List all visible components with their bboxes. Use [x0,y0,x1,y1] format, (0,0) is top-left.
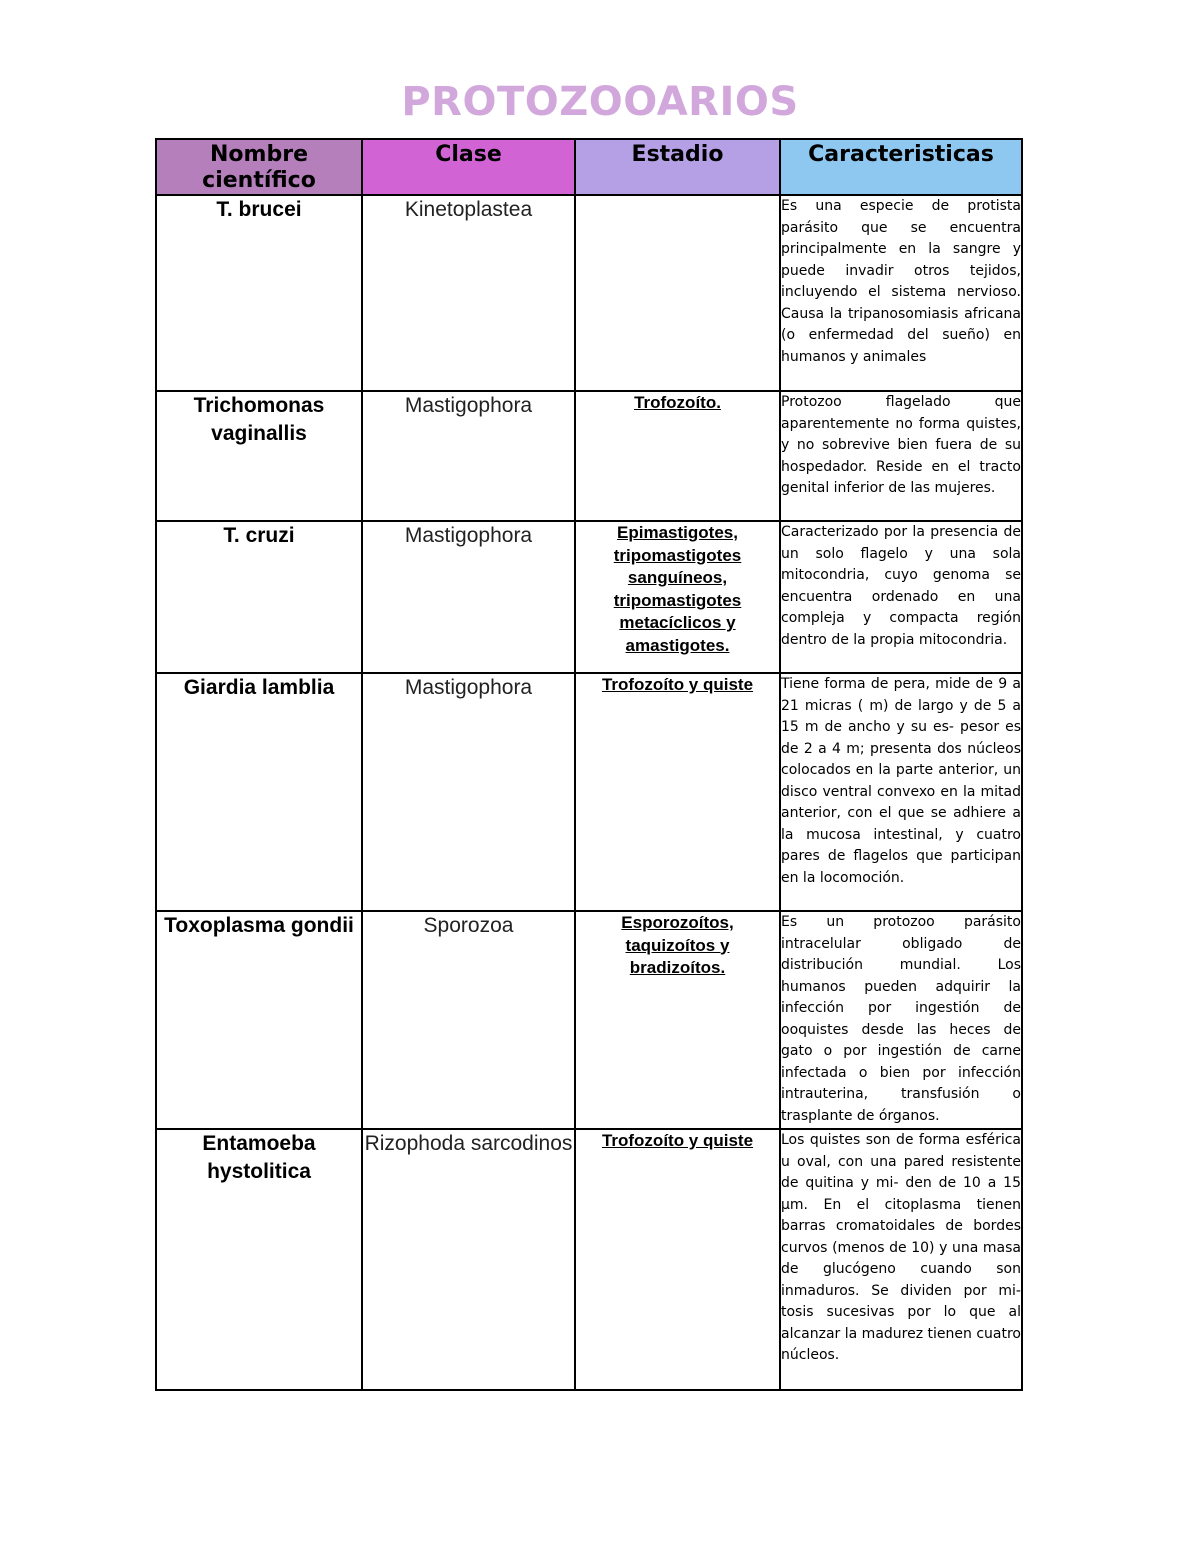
cell-caracteristicas [780,521,1022,673]
table-row [156,391,1022,521]
cell-nombre: Trichomonas vaginallis [156,391,362,521]
cell-clase: Kinetoplastea [362,195,575,391]
estadio-text: Trofozoíto y quiste [601,675,754,694]
cell-nombre: Giardia lamblia [156,673,362,911]
cell-clase: Sporozoa [362,911,575,1129]
table-row [156,911,1022,1129]
table-row [156,1129,1022,1390]
cell-caracteristicas [780,195,1022,391]
table-header-row [156,139,1022,195]
cell-caracteristicas [780,391,1022,521]
estadio-text: Trofozoíto. [634,393,721,412]
header-estadio: Estadio [575,139,780,195]
caracteristicas-text: Tiene forma de pera, mide de 9 a 21 micras ( m) de largo y de 5 a 15 m de ancho y su es- pesor es de 2 a 4 m; presenta dos núcleos colocados en la parte anterior, un disco ventral convexo en la mitad anterior, con el que se adhiere a la mucosa intestinal, y cuatro pares de flagelos que participan en la locomoción. [781,676,1021,886]
caracteristicas-text: Es un protozoo parásito intracelular obligado de distribución mundial. Los humanos pueden adquirir la infección por ingestión de ooquistes desde las heces de gato o por ingestión de carne infectada o bien por infección intrauterina, transfusión o trasplante de órganos. [781,914,1021,1124]
caracteristicas-text: Es una especie de protista parásito que se encuentra principalmente en la sangre y puede invadir otros tejidos, incluyendo el sistema nervioso. Causa la tripanosomiasis africana (o enfermedad del sueño) en humanos y animales [781,198,1021,365]
header-nombre-cientifico: Nombre científico [156,139,362,195]
table-row [156,521,1022,673]
estadio-text: Esporozoítos, taquizoítos y bradizoítos. [621,913,734,977]
estadio-text: Epimastigotes, tripomastigotes sanguíneos, tripomastigotes metacíclicos y amastigotes. [613,523,742,655]
cell-caracteristicas [780,911,1022,1129]
estadio-text: Trofozoíto y quiste [601,1131,754,1150]
cell-estadio [575,911,780,1129]
cell-estadio [575,391,780,521]
cell-estadio [575,673,780,911]
cell-caracteristicas [780,1129,1022,1390]
cell-nombre: T. cruzi [156,521,362,673]
table-row [156,195,1022,391]
document-title: PROTOZOOARIOS [401,79,799,125]
table-row [156,673,1022,911]
cell-clase: Mastigophora [362,391,575,521]
caracteristicas-text: Los quistes son de forma esférica u oval, con una pared resistente de quitina y mi- den de 10 a 15 µm. En el citoplasma tienen barras cromatoidales de bordes curvos (menos de 10) y una masa de glucógeno cuando son inmaduros. Se dividen por mi- tosis sucesivas por lo que al alcanzar la madurez tienen cuatro núcleos. [781,1132,1021,1363]
cell-estadio [575,195,780,391]
cell-caracteristicas [780,673,1022,911]
caracteristicas-text: Protozoo flagelado que aparentemente no forma quistes, y no sobrevive bien fuera de su hospedador. Reside en el tracto genital inferior de las mujeres. [781,394,1021,496]
cell-estadio [575,521,780,673]
protozoa-table [155,138,1023,1391]
cell-nombre: Toxoplasma gondii [156,911,362,1129]
caracteristicas-text: Caracterizado por la presencia de un solo flagelo y una sola mitocondria, cuyo genoma se encuentra ordenado en una compleja y compacta región dentro de la propia mitocondria. [781,524,1021,648]
cell-clase: Mastigophora [362,521,575,673]
cell-estadio [575,1129,780,1390]
header-clase: Clase [362,139,575,195]
header-caracteristicas: Caracteristicas [780,139,1022,195]
cell-nombre: Entamoeba hystolitica [156,1129,362,1390]
cell-nombre: T. brucei [156,195,362,391]
cell-clase: Rizophoda sarcodinos [362,1129,575,1390]
cell-clase: Mastigophora [362,673,575,911]
